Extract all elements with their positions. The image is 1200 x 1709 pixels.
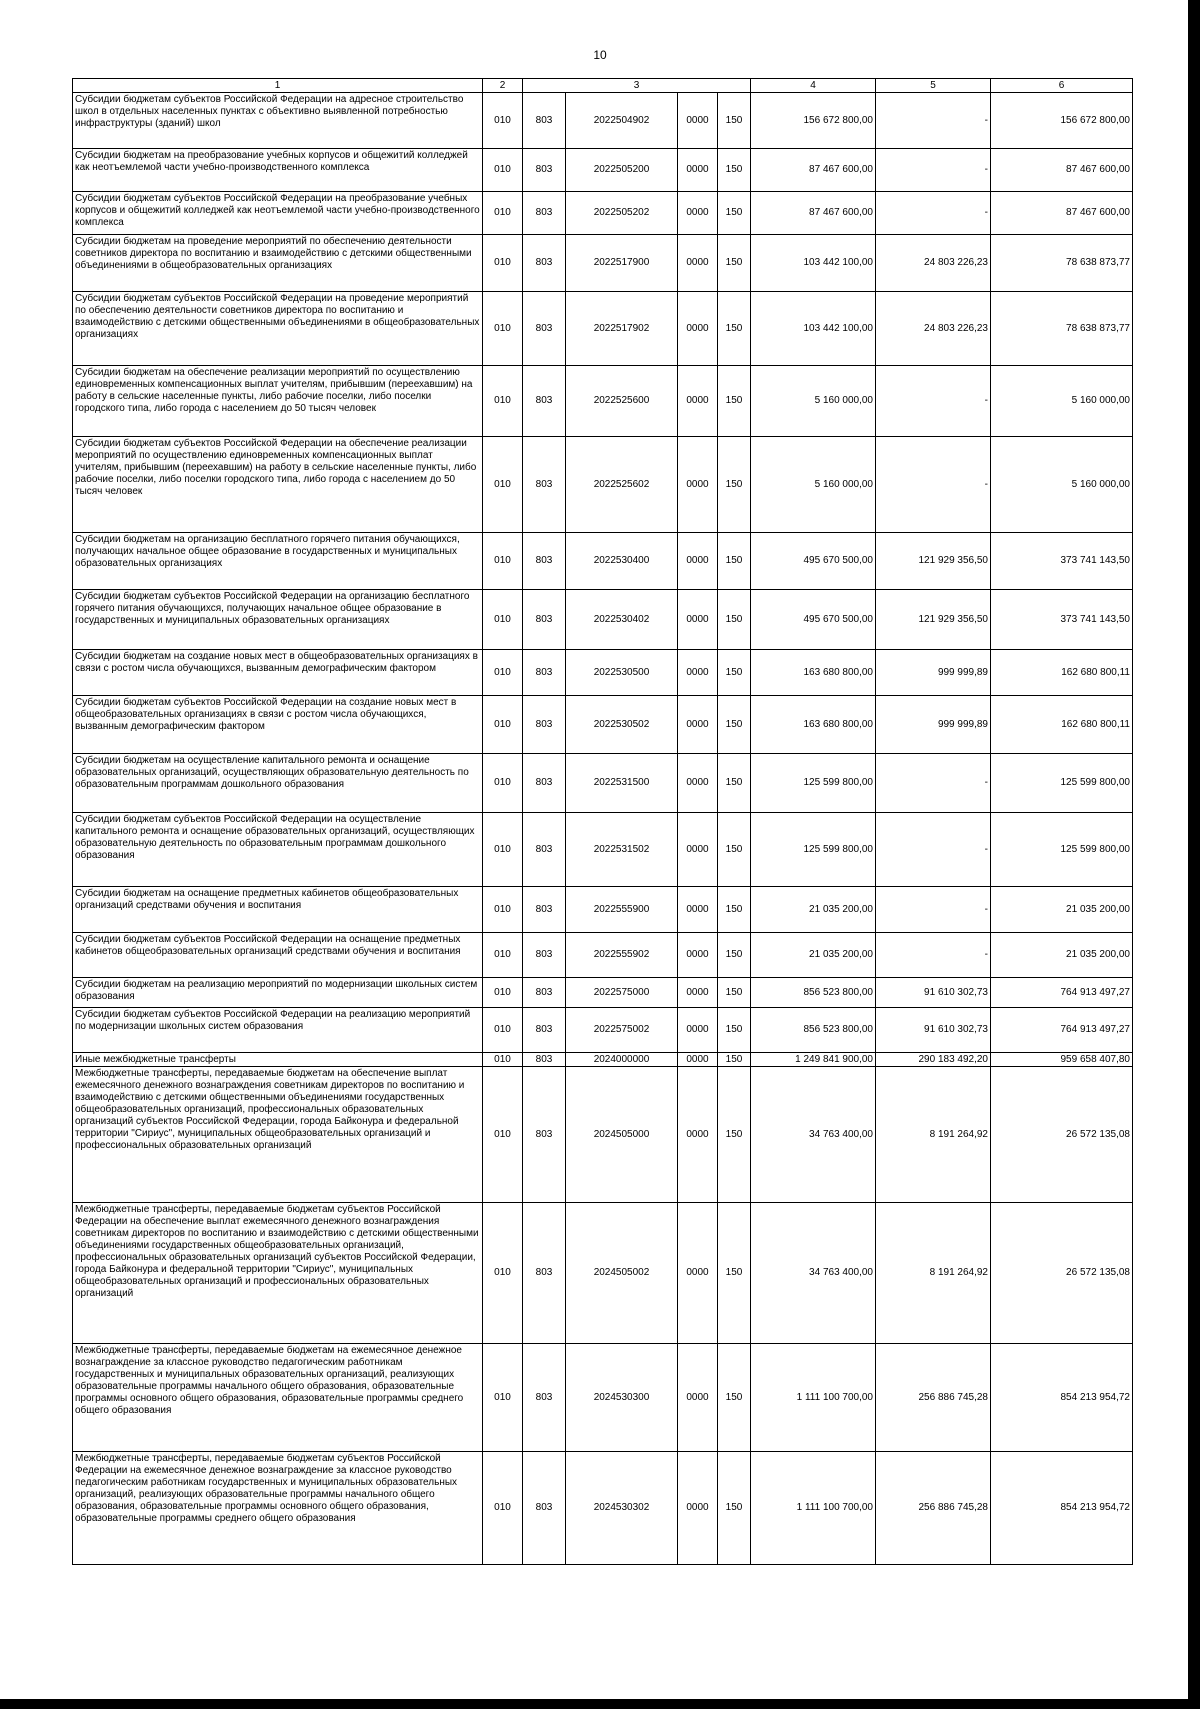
header-row <box>73 79 1133 93</box>
row-section-code: 803 <box>523 292 566 366</box>
row-admin-code: 010 <box>483 1008 523 1053</box>
row-kind-code: 150 <box>718 437 751 533</box>
row-remaining-amount: 854 213 954,72 <box>991 1452 1133 1565</box>
header-col-3: 3 <box>523 79 751 93</box>
row-plan-amount: 1 249 841 900,00 <box>751 1053 876 1067</box>
budget-table <box>72 78 1133 1565</box>
row-income-code: 2022555900 <box>566 887 678 933</box>
row-kind-code: 150 <box>718 192 751 235</box>
row-income-code: 2022575002 <box>566 1008 678 1053</box>
row-executed-amount: 256 886 745,28 <box>876 1452 991 1565</box>
row-section-code: 803 <box>523 887 566 933</box>
row-admin-code: 010 <box>483 978 523 1008</box>
row-subprogram-code: 0000 <box>678 1053 718 1067</box>
header-col-1: 1 <box>73 79 483 93</box>
row-executed-amount: - <box>876 366 991 437</box>
header-col-4: 4 <box>751 79 876 93</box>
row-admin-code: 010 <box>483 292 523 366</box>
table-row <box>73 887 1133 933</box>
row-remaining-amount: 78 638 873,77 <box>991 292 1133 366</box>
row-admin-code: 010 <box>483 437 523 533</box>
row-name: Субсидии бюджетам субъектов Российской Федерации на создание новых мест в общеобразовательных организациях в связи с ростом числа обучающихся, вызванным демографическим фактором <box>73 696 483 754</box>
row-plan-amount: 103 442 100,00 <box>751 235 876 292</box>
row-section-code: 803 <box>523 366 566 437</box>
header-col-6: 6 <box>991 79 1133 93</box>
row-admin-code: 010 <box>483 149 523 192</box>
row-kind-code: 150 <box>718 887 751 933</box>
row-executed-amount: - <box>876 933 991 978</box>
row-remaining-amount: 764 913 497,27 <box>991 978 1133 1008</box>
row-income-code: 2024530302 <box>566 1452 678 1565</box>
table-row <box>73 192 1133 235</box>
row-executed-amount: 256 886 745,28 <box>876 1344 991 1452</box>
row-subprogram-code: 0000 <box>678 813 718 887</box>
row-income-code: 2022505200 <box>566 149 678 192</box>
row-subprogram-code: 0000 <box>678 1067 718 1203</box>
table-row <box>73 696 1133 754</box>
row-kind-code: 150 <box>718 1344 751 1452</box>
row-kind-code: 150 <box>718 149 751 192</box>
row-admin-code: 010 <box>483 1053 523 1067</box>
row-section-code: 803 <box>523 149 566 192</box>
row-kind-code: 150 <box>718 292 751 366</box>
row-remaining-amount: 125 599 800,00 <box>991 813 1133 887</box>
row-name: Межбюджетные трансферты, передаваемые бюджетам на ежемесячное денежное вознаграждение за классное руководство педагогическим работникам государственных и муниципальных образовательных организаций, реализующих образовательные программы начального общего образования, образовательные программы основного общего образования, образовательные программы среднего общего образования <box>73 1344 483 1452</box>
row-plan-amount: 21 035 200,00 <box>751 933 876 978</box>
row-remaining-amount: 373 741 143,50 <box>991 590 1133 650</box>
row-name: Субсидии бюджетам на проведение мероприятий по обеспечению деятельности советников директора по воспитанию и взаимодействию с детскими общественными объединениями в общеобразовательных организациях <box>73 235 483 292</box>
row-section-code: 803 <box>523 696 566 754</box>
row-remaining-amount: 959 658 407,80 <box>991 1053 1133 1067</box>
row-remaining-amount: 87 467 600,00 <box>991 149 1133 192</box>
table-row <box>73 1067 1133 1203</box>
row-kind-code: 150 <box>718 93 751 149</box>
row-executed-amount: 8 191 264,92 <box>876 1203 991 1344</box>
row-kind-code: 150 <box>718 590 751 650</box>
row-subprogram-code: 0000 <box>678 933 718 978</box>
row-income-code: 2022517902 <box>566 292 678 366</box>
row-subprogram-code: 0000 <box>678 1008 718 1053</box>
row-executed-amount: - <box>876 192 991 235</box>
row-name: Субсидии бюджетам субъектов Российской Федерации на преобразование учебных корпусов и общежитий колледжей как неотъемлемой части учебно-производственного комплекса <box>73 192 483 235</box>
row-kind-code: 150 <box>718 533 751 590</box>
row-remaining-amount: 5 160 000,00 <box>991 366 1133 437</box>
row-executed-amount: 24 803 226,23 <box>876 292 991 366</box>
row-executed-amount: 121 929 356,50 <box>876 590 991 650</box>
row-kind-code: 150 <box>718 366 751 437</box>
row-remaining-amount: 162 680 800,11 <box>991 650 1133 696</box>
row-income-code: 2022525600 <box>566 366 678 437</box>
table-row <box>73 978 1133 1008</box>
page-number: 10 <box>593 48 607 62</box>
row-section-code: 803 <box>523 1067 566 1203</box>
row-executed-amount: - <box>876 437 991 533</box>
row-subprogram-code: 0000 <box>678 533 718 590</box>
row-income-code: 2022530500 <box>566 650 678 696</box>
row-income-code: 2022575000 <box>566 978 678 1008</box>
row-plan-amount: 495 670 500,00 <box>751 590 876 650</box>
row-kind-code: 150 <box>718 1008 751 1053</box>
row-subprogram-code: 0000 <box>678 1344 718 1452</box>
row-name: Межбюджетные трансферты, передаваемые бюджетам субъектов Российской Федерации на ежемесячное денежное вознаграждение за классное руководство педагогическим работникам государственных и муниципальных образовательных организаций, реализующих образовательные программы начального общего образования, образовательные программы основного общего образования, образовательные программы среднего общего образования <box>73 1452 483 1565</box>
row-plan-amount: 87 467 600,00 <box>751 192 876 235</box>
row-name: Субсидии бюджетам субъектов Российской Федерации на адресное строительство школ в отдельных населенных пунктах с объективно выявленной потребностью инфраструктуры (зданий) школ <box>73 93 483 149</box>
row-executed-amount: 24 803 226,23 <box>876 235 991 292</box>
row-admin-code: 010 <box>483 93 523 149</box>
table-row <box>73 437 1133 533</box>
row-section-code: 803 <box>523 754 566 813</box>
row-plan-amount: 495 670 500,00 <box>751 533 876 590</box>
row-income-code: 2022504902 <box>566 93 678 149</box>
row-subprogram-code: 0000 <box>678 192 718 235</box>
row-kind-code: 150 <box>718 754 751 813</box>
row-executed-amount: 121 929 356,50 <box>876 533 991 590</box>
row-name: Субсидии бюджетам на организацию бесплатного горячего питания обучающихся, получающих начальное общее образование в государственных и муниципальных образовательных организациях <box>73 533 483 590</box>
row-plan-amount: 156 672 800,00 <box>751 93 876 149</box>
row-admin-code: 010 <box>483 1203 523 1344</box>
row-income-code: 2022517900 <box>566 235 678 292</box>
row-executed-amount: 290 183 492,20 <box>876 1053 991 1067</box>
row-kind-code: 150 <box>718 696 751 754</box>
row-executed-amount: - <box>876 813 991 887</box>
row-kind-code: 150 <box>718 933 751 978</box>
row-name: Субсидии бюджетам на осуществление капитального ремонта и оснащение образовательных организаций, осуществляющих образовательную деятельность по образовательным программам дошкольного образования <box>73 754 483 813</box>
row-section-code: 803 <box>523 933 566 978</box>
table-row <box>73 813 1133 887</box>
table-row <box>73 1203 1133 1344</box>
row-plan-amount: 1 111 100 700,00 <box>751 1344 876 1452</box>
row-section-code: 803 <box>523 93 566 149</box>
row-executed-amount: - <box>876 149 991 192</box>
row-income-code: 2022530400 <box>566 533 678 590</box>
table-row <box>73 650 1133 696</box>
row-admin-code: 010 <box>483 887 523 933</box>
row-income-code: 2024505000 <box>566 1067 678 1203</box>
table-row <box>73 1008 1133 1053</box>
table-row <box>73 93 1133 149</box>
row-kind-code: 150 <box>718 1053 751 1067</box>
row-income-code: 2022531500 <box>566 754 678 813</box>
row-plan-amount: 856 523 800,00 <box>751 978 876 1008</box>
row-admin-code: 010 <box>483 1452 523 1565</box>
row-section-code: 803 <box>523 813 566 887</box>
row-name: Межбюджетные трансферты, передаваемые бюджетам на обеспечение выплат ежемесячного денежного вознаграждения советникам директоров по воспитанию и взаимодействию с детскими общественными объединениями государственных общеобразовательных организаций, профессиональных образовательных организаций субъектов Российской Федерации, города Байконура и федеральной территории "Сириус", муниципальных общеобразовательных организаций и профессиональных образовательных организаций <box>73 1067 483 1203</box>
table-row <box>73 1053 1133 1067</box>
header-col-2: 2 <box>483 79 523 93</box>
row-admin-code: 010 <box>483 813 523 887</box>
row-income-code: 2022531502 <box>566 813 678 887</box>
row-remaining-amount: 21 035 200,00 <box>991 887 1133 933</box>
row-subprogram-code: 0000 <box>678 235 718 292</box>
row-admin-code: 010 <box>483 590 523 650</box>
row-name: Субсидии бюджетам на реализацию мероприятий по модернизации школьных систем образования <box>73 978 483 1008</box>
row-section-code: 803 <box>523 192 566 235</box>
table-row <box>73 1452 1133 1565</box>
row-section-code: 803 <box>523 235 566 292</box>
row-remaining-amount: 373 741 143,50 <box>991 533 1133 590</box>
row-income-code: 2022525602 <box>566 437 678 533</box>
row-remaining-amount: 162 680 800,11 <box>991 696 1133 754</box>
row-income-code: 2022505202 <box>566 192 678 235</box>
row-admin-code: 010 <box>483 1067 523 1203</box>
row-name: Иные межбюджетные трансферты <box>73 1053 483 1067</box>
row-name: Субсидии бюджетам на преобразование учебных корпусов и общежитий колледжей как неотъемлемой части учебно-производственного комплекса <box>73 149 483 192</box>
row-executed-amount: 999 999,89 <box>876 650 991 696</box>
row-admin-code: 010 <box>483 650 523 696</box>
row-kind-code: 150 <box>718 1067 751 1203</box>
row-section-code: 803 <box>523 1452 566 1565</box>
row-subprogram-code: 0000 <box>678 754 718 813</box>
row-subprogram-code: 0000 <box>678 650 718 696</box>
row-income-code: 2022530502 <box>566 696 678 754</box>
row-subprogram-code: 0000 <box>678 1203 718 1344</box>
row-income-code: 2022530402 <box>566 590 678 650</box>
scan-edge-right <box>1188 0 1200 1709</box>
table-row <box>73 292 1133 366</box>
table-row <box>73 1344 1133 1452</box>
row-subprogram-code: 0000 <box>678 887 718 933</box>
row-subprogram-code: 0000 <box>678 292 718 366</box>
row-subprogram-code: 0000 <box>678 978 718 1008</box>
row-admin-code: 010 <box>483 533 523 590</box>
row-remaining-amount: 854 213 954,72 <box>991 1344 1133 1452</box>
row-subprogram-code: 0000 <box>678 696 718 754</box>
row-kind-code: 150 <box>718 1203 751 1344</box>
row-plan-amount: 103 442 100,00 <box>751 292 876 366</box>
row-admin-code: 010 <box>483 933 523 978</box>
row-remaining-amount: 26 572 135,08 <box>991 1067 1133 1203</box>
row-plan-amount: 87 467 600,00 <box>751 149 876 192</box>
row-subprogram-code: 0000 <box>678 437 718 533</box>
row-remaining-amount: 5 160 000,00 <box>991 437 1133 533</box>
row-subprogram-code: 0000 <box>678 93 718 149</box>
row-admin-code: 010 <box>483 192 523 235</box>
row-section-code: 803 <box>523 590 566 650</box>
row-name: Субсидии бюджетам на оснащение предметных кабинетов общеобразовательных организаций средствами обучения и воспитания <box>73 887 483 933</box>
row-admin-code: 010 <box>483 754 523 813</box>
row-section-code: 803 <box>523 1053 566 1067</box>
scan-edge-bottom <box>0 1699 1200 1709</box>
row-remaining-amount: 87 467 600,00 <box>991 192 1133 235</box>
row-plan-amount: 125 599 800,00 <box>751 754 876 813</box>
row-income-code: 2024530300 <box>566 1344 678 1452</box>
row-section-code: 803 <box>523 978 566 1008</box>
row-executed-amount: - <box>876 93 991 149</box>
row-plan-amount: 34 763 400,00 <box>751 1067 876 1203</box>
row-income-code: 2022555902 <box>566 933 678 978</box>
row-section-code: 803 <box>523 650 566 696</box>
row-plan-amount: 163 680 800,00 <box>751 696 876 754</box>
row-name: Субсидии бюджетам субъектов Российской Федерации на оснащение предметных кабинетов общеобразовательных организаций средствами обучения и воспитания <box>73 933 483 978</box>
row-plan-amount: 125 599 800,00 <box>751 813 876 887</box>
row-admin-code: 010 <box>483 696 523 754</box>
row-executed-amount: 8 191 264,92 <box>876 1067 991 1203</box>
row-plan-amount: 5 160 000,00 <box>751 437 876 533</box>
row-name: Субсидии бюджетам субъектов Российской Федерации на организацию бесплатного горячего питания обучающихся, получающих начальное общее образование в государственных и муниципальных образовательных организациях <box>73 590 483 650</box>
row-kind-code: 150 <box>718 978 751 1008</box>
row-executed-amount: 91 610 302,73 <box>876 1008 991 1053</box>
header-col-5: 5 <box>876 79 991 93</box>
table-row <box>73 754 1133 813</box>
row-subprogram-code: 0000 <box>678 149 718 192</box>
row-section-code: 803 <box>523 533 566 590</box>
row-section-code: 803 <box>523 1344 566 1452</box>
row-income-code: 2024000000 <box>566 1053 678 1067</box>
row-admin-code: 010 <box>483 1344 523 1452</box>
row-name: Субсидии бюджетам субъектов Российской Федерации на реализацию мероприятий по модернизации школьных систем образования <box>73 1008 483 1053</box>
row-remaining-amount: 78 638 873,77 <box>991 235 1133 292</box>
table-row <box>73 533 1133 590</box>
row-plan-amount: 1 111 100 700,00 <box>751 1452 876 1565</box>
row-income-code: 2024505002 <box>566 1203 678 1344</box>
table-row <box>73 235 1133 292</box>
row-executed-amount: - <box>876 887 991 933</box>
row-name: Субсидии бюджетам на создание новых мест в общеобразовательных организациях в связи с ростом числа обучающихся, вызванным демографическим фактором <box>73 650 483 696</box>
row-kind-code: 150 <box>718 235 751 292</box>
row-section-code: 803 <box>523 437 566 533</box>
row-plan-amount: 21 035 200,00 <box>751 887 876 933</box>
row-remaining-amount: 26 572 135,08 <box>991 1203 1133 1344</box>
row-name: Субсидии бюджетам субъектов Российской Федерации на осуществление капитального ремонта и оснащение образовательных организаций, осуществляющих образовательную деятельность по образовательным программам дошкольного образования <box>73 813 483 887</box>
row-name: Межбюджетные трансферты, передаваемые бюджетам субъектов Российской Федерации на обеспечение выплат ежемесячного денежного вознаграждения советникам директоров по воспитанию и взаимодействию с детскими общественными объединениями государственных общеобразовательных организаций, профессиональных образовательных организаций субъектов Российской Федерации, города Байконура и федеральной территории "Сириус", муниципальных общеобразовательных организаций и профессиональных образовательных организаций <box>73 1203 483 1344</box>
row-section-code: 803 <box>523 1008 566 1053</box>
row-subprogram-code: 0000 <box>678 590 718 650</box>
row-remaining-amount: 21 035 200,00 <box>991 933 1133 978</box>
row-executed-amount: - <box>876 754 991 813</box>
row-kind-code: 150 <box>718 650 751 696</box>
table-row <box>73 149 1133 192</box>
row-remaining-amount: 125 599 800,00 <box>991 754 1133 813</box>
row-name: Субсидии бюджетам субъектов Российской Федерации на обеспечение реализации мероприятий по осуществлению единовременных компенсационных выплат учителям, прибывшим (переехавшим) на работу в сельские населенные пункты, либо рабочие поселки, либо поселки городского типа, либо города с населением до 50 тысяч человек <box>73 437 483 533</box>
row-plan-amount: 856 523 800,00 <box>751 1008 876 1053</box>
table-row <box>73 933 1133 978</box>
row-plan-amount: 5 160 000,00 <box>751 366 876 437</box>
table-row <box>73 590 1133 650</box>
row-remaining-amount: 156 672 800,00 <box>991 93 1133 149</box>
table-row <box>73 366 1133 437</box>
row-name: Субсидии бюджетам на обеспечение реализации мероприятий по осуществлению единовременных компенсационных выплат учителям, прибывшим (переехавшим) на работу в сельские населенные пункты, либо рабочие поселки, либо поселки городского типа, либо города с населением до 50 тысяч человек <box>73 366 483 437</box>
row-executed-amount: 91 610 302,73 <box>876 978 991 1008</box>
row-kind-code: 150 <box>718 1452 751 1565</box>
row-subprogram-code: 0000 <box>678 366 718 437</box>
row-admin-code: 010 <box>483 235 523 292</box>
row-admin-code: 010 <box>483 366 523 437</box>
row-executed-amount: 999 999,89 <box>876 696 991 754</box>
row-section-code: 803 <box>523 1203 566 1344</box>
row-subprogram-code: 0000 <box>678 1452 718 1565</box>
row-remaining-amount: 764 913 497,27 <box>991 1008 1133 1053</box>
row-plan-amount: 34 763 400,00 <box>751 1203 876 1344</box>
row-plan-amount: 163 680 800,00 <box>751 650 876 696</box>
row-kind-code: 150 <box>718 813 751 887</box>
row-name: Субсидии бюджетам субъектов Российской Федерации на проведение мероприятий по обеспечению деятельности советников директора по воспитанию и взаимодействию с детскими общественными объединениями в общеобразовательных организациях <box>73 292 483 366</box>
